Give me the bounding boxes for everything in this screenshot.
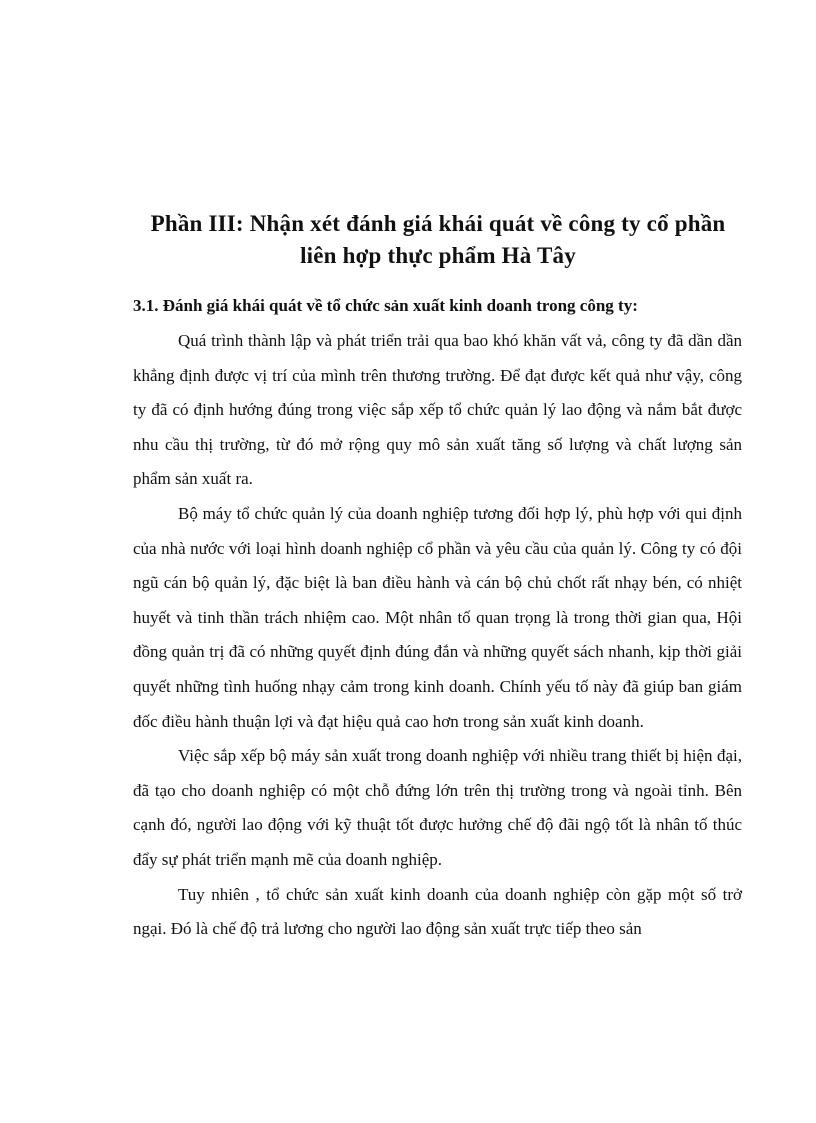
paragraph-1: Quá trình thành lập và phát triển trải qua bao khó khăn vất vả, công ty đã dần dần khẳng định được vị trí của mình trên thương trường. Để đạt được kết quả như vậy, công ty đã có định hướng đúng trong việc sắp xếp tổ chức quản lý lao động và nắm bắt được nhu cầu thị trường, từ đó mở rộng quy mô sản xuất tăng số lượng và chất lượng sản phẩm sản xuất ra. <box>133 331 742 489</box>
paragraph-2: Bộ máy tổ chức quản lý của doanh nghiệp tương đối hợp lý, phù hợp với qui định của nhà nước với loại hình doanh nghiệp cổ phần và yêu cầu của quản lý. Công ty có đội ngũ cán bộ quản lý, đặc biệt là ban điều hành và cán bộ chủ chốt rất nhạy bén, có nhiệt huyết và tinh thần trách nhiệm cao. Một nhân tố quan trọng là trong thời gian qua, Hội đồng quản trị đã có những quyết định đúng đắn và những quyết sách nhanh, kịp thời giải quyết những tình huống nhạy cảm trong kinh doanh. Chính yếu tố này đã giúp ban giám đốc điều hành thuận lợi và đạt hiệu quả cao hơn trong sản xuất kinh doanh. <box>133 503 742 731</box>
page-title-line-2: liên hợp thực phẩm Hà Tây <box>300 243 576 268</box>
paragraph-3: Việc sắp xếp bộ máy sản xuất trong doanh nghiệp với nhiều trang thiết bị hiện đại, đã tạo cho doanh nghiệp có một chỗ đứng lớn trên thị trường trong và ngoài tỉnh. Bên cạnh đó, người lao động với kỹ thuật tốt được hưởng chế độ đãi ngộ tốt là nhân tố thúc đẩy sự phát triển mạnh mẽ của doanh nghiệp. <box>133 746 742 869</box>
paragraph-4: Tuy nhiên , tổ chức sản xuất kinh doanh của doanh nghiệp còn gặp một số trở ngại. Đó là chế độ trả lương cho người lao động sản xuất trực tiếp theo sản <box>133 884 742 939</box>
body-text <box>133 324 742 947</box>
section-heading: 3.1. Đánh giá khái quát về tổ chức sản xuất kinh doanh trong công ty: <box>133 296 638 315</box>
page-title-line-1: Phần III: Nhận xét đánh giá khái quát về công ty cổ phần <box>150 211 726 236</box>
